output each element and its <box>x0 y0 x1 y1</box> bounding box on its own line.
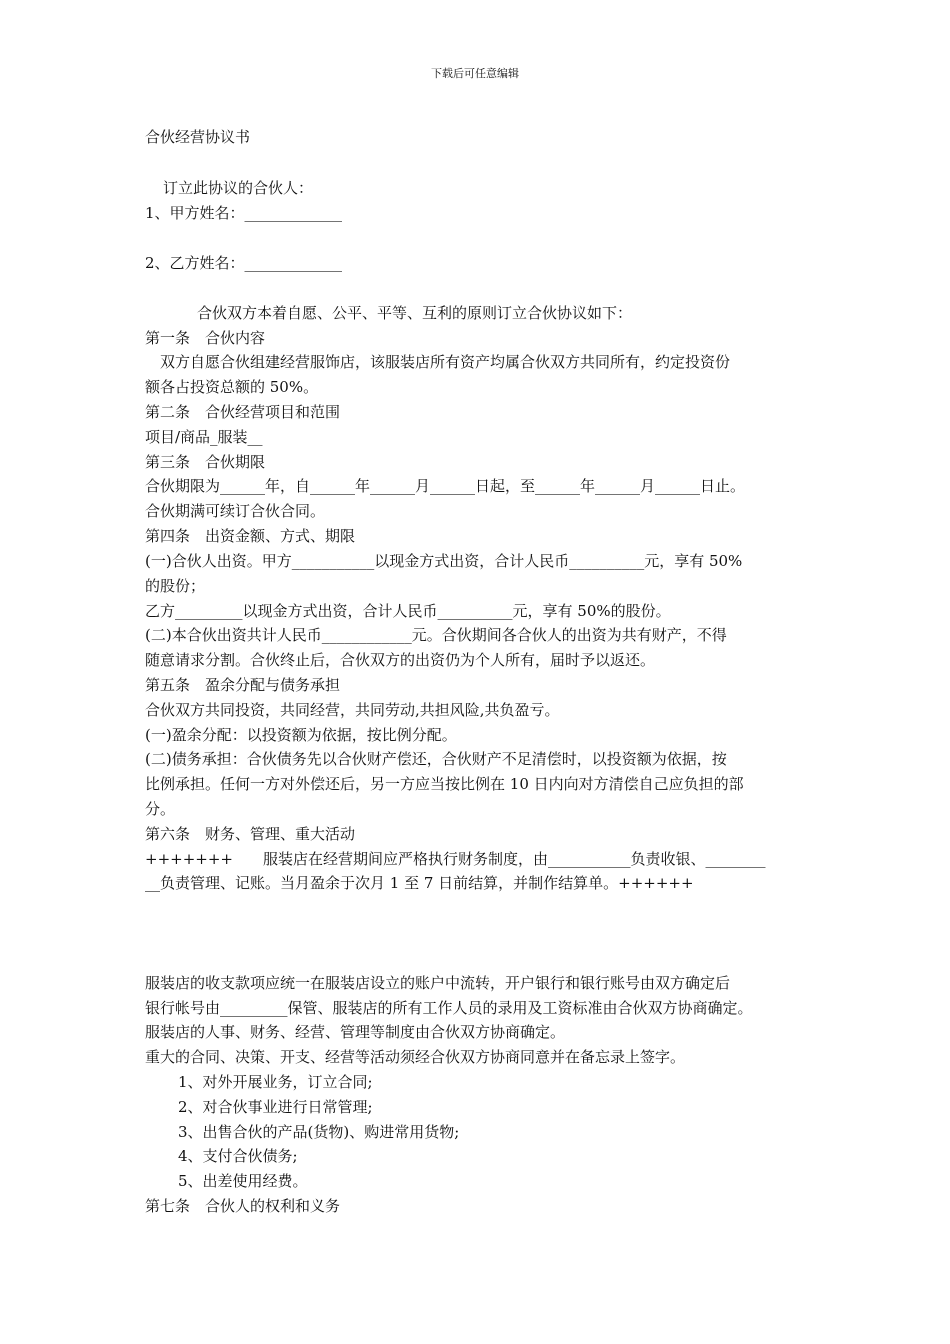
article-6-text-4: 银行帐号由_________保管、服装店的所有工作人员的录用及工资标准由合伙双方协商确定。 <box>145 999 753 1017</box>
article-5-text-3: (二)债务承担：合伙债务先以合伙财产偿还，合伙财产不足清偿时，以投资额为依据，按 <box>145 750 727 768</box>
header-note: 下载后可任意编辑 <box>431 67 519 80</box>
article-1-text-1: 双方自愿合伙组建经营服饰店，该服装店所有资产均属合伙双方共同所有，约定投资份 <box>145 353 731 371</box>
article-4-text-5: 随意请求分割。合伙终止后，合伙双方的出资仍为个人所有，届时予以返还。 <box>145 651 656 669</box>
party-b-name-line: 2、乙方姓名：_____________ <box>145 254 343 272</box>
article-5-text-1: 合伙双方共同投资，共同经营，共同劳动,共担风险,共负盈亏。 <box>145 701 560 719</box>
article-6-text-6: 重大的合同、决策、开支、经营等活动须经合伙双方协商同意并在备忘录上签字。 <box>145 1048 686 1066</box>
article-7-heading: 第七条 合伙人的权利和义务 <box>145 1197 341 1215</box>
article-6-text-5: 服装店的人事、财务、经营、管理等制度由合伙双方协商确定。 <box>145 1023 566 1041</box>
article-3-text-2: 合伙期满可续订合伙合同。 <box>145 502 326 520</box>
article-5-heading: 第五条 盈余分配与债务承担 <box>145 676 341 694</box>
article-1-text-2: 额各占投资总额的 50%。 <box>145 378 319 396</box>
list-item-1: 1、对外开展业务，订立合同; <box>178 1073 373 1091</box>
article-5-text-4: 比例承担。任何一方对外偿还后，另一方应当按比例在 10 日内向对方清偿自己应负担的部 <box>145 775 744 793</box>
article-6-text-3: 服装店的收支款项应统一在服装店设立的账户中流转，开户银行和银行账号由双方确定后 <box>145 974 731 992</box>
article-2-text: 项目/商品_服装__ <box>145 428 263 446</box>
list-item-5: 5、出差使用经费。 <box>178 1172 308 1190</box>
article-5-text-2: (一)盈余分配：以投资额为依据，按比例分配。 <box>145 726 457 744</box>
article-5-text-5: 分。 <box>145 800 176 818</box>
article-1-heading: 第一条 合伙内容 <box>145 329 266 347</box>
list-item-4: 4、支付合伙债务; <box>178 1147 298 1165</box>
article-6-text-2: __负责管理、记账。当月盈余于次月 1 至 7 日前结算，并制作结算单。++++++ <box>145 874 694 892</box>
article-3-text-1: 合伙期限为______年，自______年______月______日起，至______年______月______日止。 <box>145 477 746 495</box>
article-4-text-1: (一)合伙人出资。甲方___________以现金方式出资，合计人民币__________元，享有 50% <box>145 552 743 570</box>
article-6-text-1: +++++++ 服装店在经营期间应严格执行财务制度，由___________负责收银、________ <box>145 850 766 868</box>
preamble-line: 合伙双方本着自愿、公平、平等、互利的原则订立合伙协议如下： <box>197 304 633 322</box>
article-4-heading: 第四条 出资金额、方式、期限 <box>145 527 356 545</box>
article-4-text-3: 乙方_________以现金方式出资，合计人民币__________元，享有 50%的股份。 <box>145 602 671 620</box>
article-2-heading: 第二条 合伙经营项目和范围 <box>145 403 341 421</box>
article-3-heading: 第三条 合伙期限 <box>145 453 266 471</box>
list-item-2: 2、对合伙事业进行日常管理; <box>178 1098 373 1116</box>
party-a-name-line: 1、甲方姓名：_____________ <box>145 204 343 222</box>
article-4-text-4: (二)本合伙出资共计人民币____________元。合伙期间各合伙人的出资为共有财产，不得 <box>145 626 727 644</box>
article-4-text-2: 的股份； <box>145 577 206 595</box>
document-title: 合伙经营协议书 <box>145 128 251 146</box>
list-item-3: 3、出售合伙的产品(货物)、购进常用货物; <box>178 1123 460 1141</box>
intro-line: 订立此协议的合伙人： <box>163 179 314 197</box>
article-6-heading: 第六条 财务、管理、重大活动 <box>145 825 356 843</box>
